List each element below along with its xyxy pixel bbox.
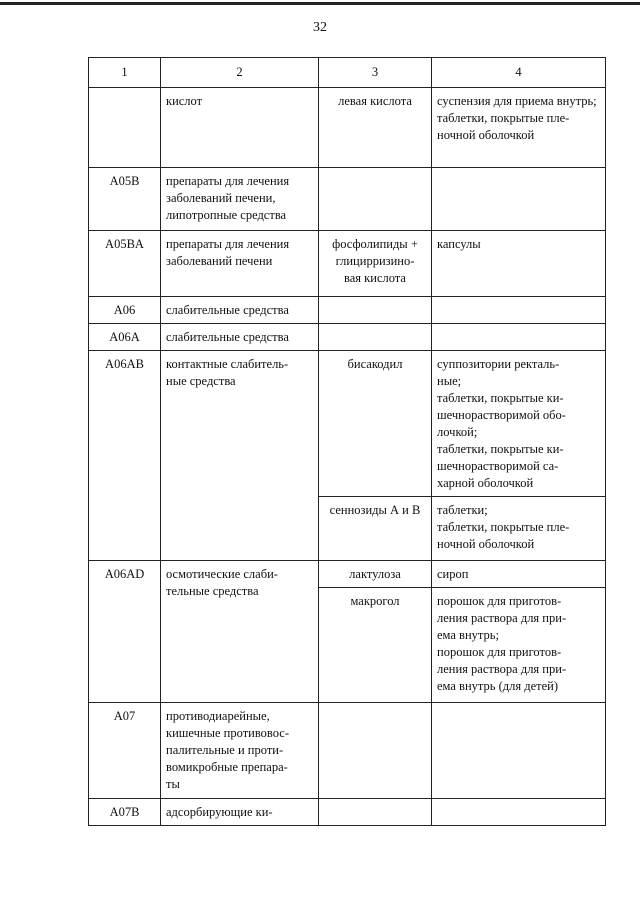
substance-cell (319, 799, 432, 826)
atc-code-cell: A07 (89, 703, 161, 799)
substance-cell: макрогол (319, 588, 432, 703)
atc-code-cell: A05BA (89, 231, 161, 297)
atc-code-cell: A07B (89, 799, 161, 826)
table-row (89, 703, 606, 799)
substance-cell: бисакодил (319, 351, 432, 497)
dosage-form-cell: суспензия для приема внутрь; таблетки, покрытые пле- ночной оболочкой (432, 88, 606, 168)
group-name-cell: осмотические слаби- тельные средства (161, 561, 319, 703)
atc-code-cell (89, 88, 161, 168)
dosage-form-cell (432, 703, 606, 799)
table-row (89, 297, 606, 324)
substance-cell: сеннозиды А и В (319, 497, 432, 561)
table-row (89, 231, 606, 297)
dosage-form-cell: таблетки; таблетки, покрытые пле- ночной оболочкой (432, 497, 606, 561)
dosage-form-cell (432, 168, 606, 231)
header-col-4: 4 (432, 58, 606, 88)
header-col-3: 3 (319, 58, 432, 88)
table-row (89, 561, 606, 588)
drug-table (88, 57, 606, 826)
group-name-cell: слабительные средства (161, 297, 319, 324)
group-name-cell: противодиарейные, кишечные противовос- палительные и проти- вомикробные препара- ты (161, 703, 319, 799)
atc-code-cell: A06 (89, 297, 161, 324)
header-row (89, 58, 606, 88)
atc-code-cell: A06AB (89, 351, 161, 561)
page-number: 32 (313, 20, 327, 35)
header-col-2: 2 (161, 58, 319, 88)
top-rule (0, 2, 640, 5)
dosage-form-cell: сироп (432, 561, 606, 588)
group-name-cell: кислот (161, 88, 319, 168)
substance-cell (319, 703, 432, 799)
atc-code-cell: A06A (89, 324, 161, 351)
table-row (89, 168, 606, 231)
substance-cell: фосфолипиды + глицирризино- вая кислота (319, 231, 432, 297)
dosage-form-cell: суппозитории ректаль- ные; таблетки, покрытые ки- шечнорастворимой обо- лочкой; таблетки, покрытые ки- шечнорастворимой са- харной оболочкой (432, 351, 606, 497)
dosage-form-cell: порошок для приготов- ления раствора для при- ема внутрь; порошок для приготов- ления раствора для при- ема внутрь (для детей) (432, 588, 606, 703)
table-row (89, 324, 606, 351)
table-row (89, 88, 606, 168)
dosage-form-cell (432, 297, 606, 324)
group-name-cell: адсорбирующие ки- (161, 799, 319, 826)
substance-cell: левая кислота (319, 88, 432, 168)
header-col-1: 1 (89, 58, 161, 88)
table-row (89, 351, 606, 497)
atc-code-cell: A06AD (89, 561, 161, 703)
atc-code-cell: A05B (89, 168, 161, 231)
substance-cell (319, 297, 432, 324)
dosage-form-cell (432, 799, 606, 826)
table-row (89, 799, 606, 826)
group-name-cell: слабительные средства (161, 324, 319, 351)
group-name-cell: препараты для лечения заболеваний печени (161, 231, 319, 297)
group-name-cell: препараты для лечения заболеваний печени, липотропные средства (161, 168, 319, 231)
substance-cell: лактулоза (319, 561, 432, 588)
substance-cell (319, 324, 432, 351)
dosage-form-cell: капсулы (432, 231, 606, 297)
substance-cell (319, 168, 432, 231)
group-name-cell: контактные слабитель- ные средства (161, 351, 319, 561)
dosage-form-cell (432, 324, 606, 351)
